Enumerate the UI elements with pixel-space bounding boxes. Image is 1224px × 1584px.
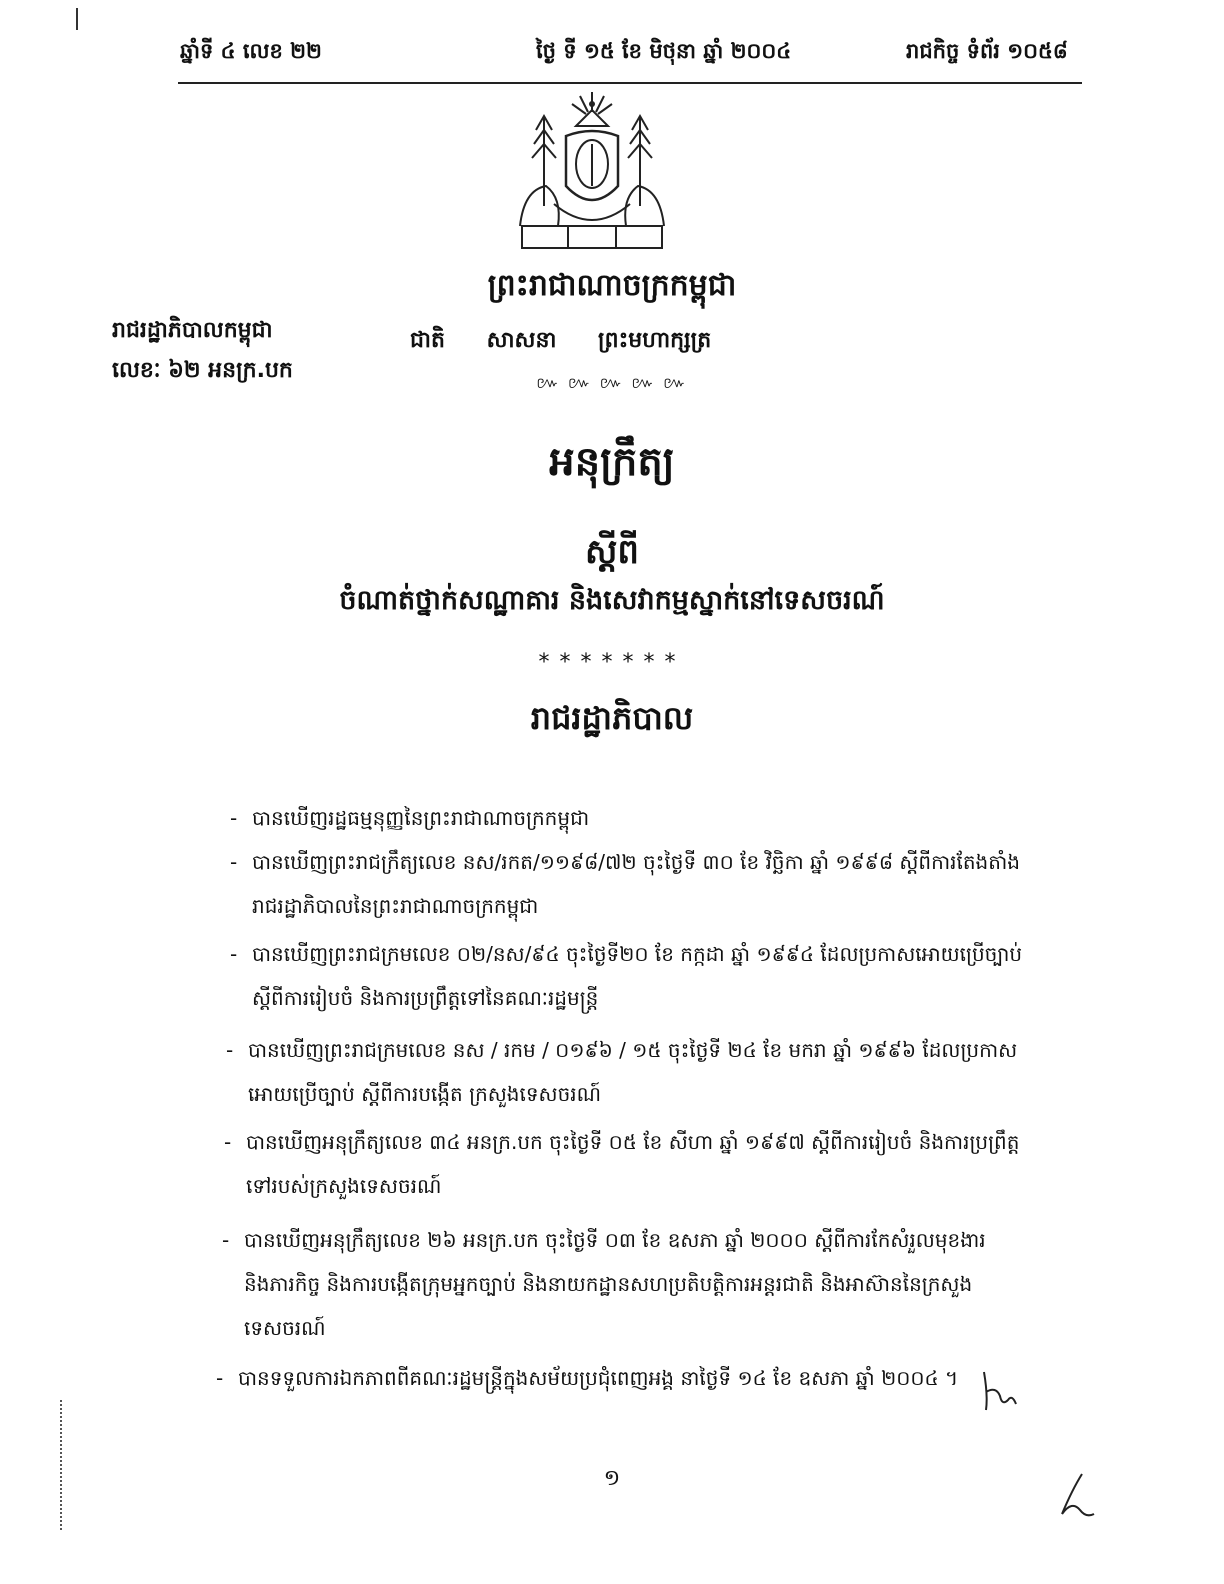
reference-number: លេខៈ ៦២ អនក្រ.បក [112,358,293,383]
about-heading: ស្តីពី [585,532,639,572]
initials-mark [978,1366,1022,1416]
kingdom-name: ព្រះរាជាណាចក្រកម្ពុជា [487,268,737,303]
gazette-year-issue: ឆ្នាំទី ៤ លេខ ២២ [180,39,322,63]
visa-item: - បានទទួលការឯកភាពពីគណៈរដ្ឋមន្ត្រីក្នុងសម័យប្រជុំពេញអង្គ នាថ្ងៃទី ១៤ ខែ ឧសភា ឆ្នាំ ២០០៤ ។ [216,1366,959,1390]
scan-mark [60,1400,76,1530]
visa-item: - បានឃើញព្រះរាជក្រមលេខ នស / រកម / ០១៩៦ / ១៥ ចុះថ្ងៃទី ២៤ ខែ មករា ឆ្នាំ ១៩៩៦ ដែលប្រកាស អោយប្រើច្បាប់ ស្តីពីការបង្កើត ក្រសួងទេសចរណ៍ [226,1038,1018,1106]
star-separator: ******* [538,650,686,675]
document-title: អនុក្រឹត្យ [549,439,675,485]
document-subject: ចំណាត់ថ្នាក់សណ្ឋាគារ និងសេវាកម្មស្នាក់នៅទេសចរណ៍ [339,585,885,616]
header-rule [178,82,1082,84]
visa-item: - បានឃើញរដ្ឋធម្មនុញ្ញនៃព្រះរាជាណាចក្រកម្ពុជា [230,806,590,830]
national-motto: ជាតិ សាសនា ព្រះមហាក្សត្រ [410,328,712,353]
royal-arms-emblem [510,86,674,258]
scan-mark [76,8,78,30]
issuing-government: រាជរដ្ឋាភិបាលកម្ពុជា [112,318,273,343]
gazette-date: ថ្ងៃ ទី ១៥ ខែ មិថុនា ឆ្នាំ ២០០៤ [536,39,792,63]
visa-item: - បានឃើញព្រះរាជក្រមលេខ ០២/នស/៩៤ ចុះថ្ងៃទី២០ ខែ កក្កដា ឆ្នាំ ១៩៩៤ ដែលប្រកាសអោយប្រើច្បាប់ ស្តីពីការរៀបចំ និងការប្រព្រឹត្តទៅនៃគណៈរដ្ឋមន្ត្រី [230,942,1023,1010]
issuer-heading: រាជរដ្ឋាភិបាល [530,699,694,737]
gazette-page: រាជកិច្ច ទំព័រ ១០៥៨ [906,39,1068,63]
page-number: ១ [603,1466,621,1491]
visa-item: - បានឃើញអនុក្រឹត្យលេខ ៣៤ អនក្រ.បក ចុះថ្ងៃទី ០៥ ខែ សីហា ឆ្នាំ ១៩៩៧ ស្តីពីការរៀបចំ និងការប្រព្រឹត្ត ទៅរបស់ក្រសួងទេសចរណ៍ [224,1130,1020,1198]
visa-item: - បានឃើញអនុក្រឹត្យលេខ ២៦ អនក្រ.បក ចុះថ្ងៃទី ០៣ ខែ ឧសភា ឆ្នាំ ២០០០ ស្តីពីការកែសំរួលមុខងារ និងភារកិច្ច និងការបង្កើតក្រុមអ្នកច្បាប់ និងនាយកដ្ឋានសហប្រតិបត្តិការអន្តរជាតិ និងអាស៊ាននៃក្រសួង ទេសចរណ៍ [222,1228,986,1340]
ornament-divider: ៚ ៚ ៚ ៚ ៚ [536,373,688,392]
visa-item: - បានឃើញព្រះរាជក្រឹត្យលេខ នស/រកត/១១៩៨/៧២ ចុះថ្ងៃទី ៣០ ខែ វិច្ឆិកា ឆ្នាំ ១៩៩៨ ស្តីពីការតែងតាំង រាជរដ្ឋាភិបាលនៃព្រះរាជាណាចក្រកម្ពុជា [230,850,1020,918]
